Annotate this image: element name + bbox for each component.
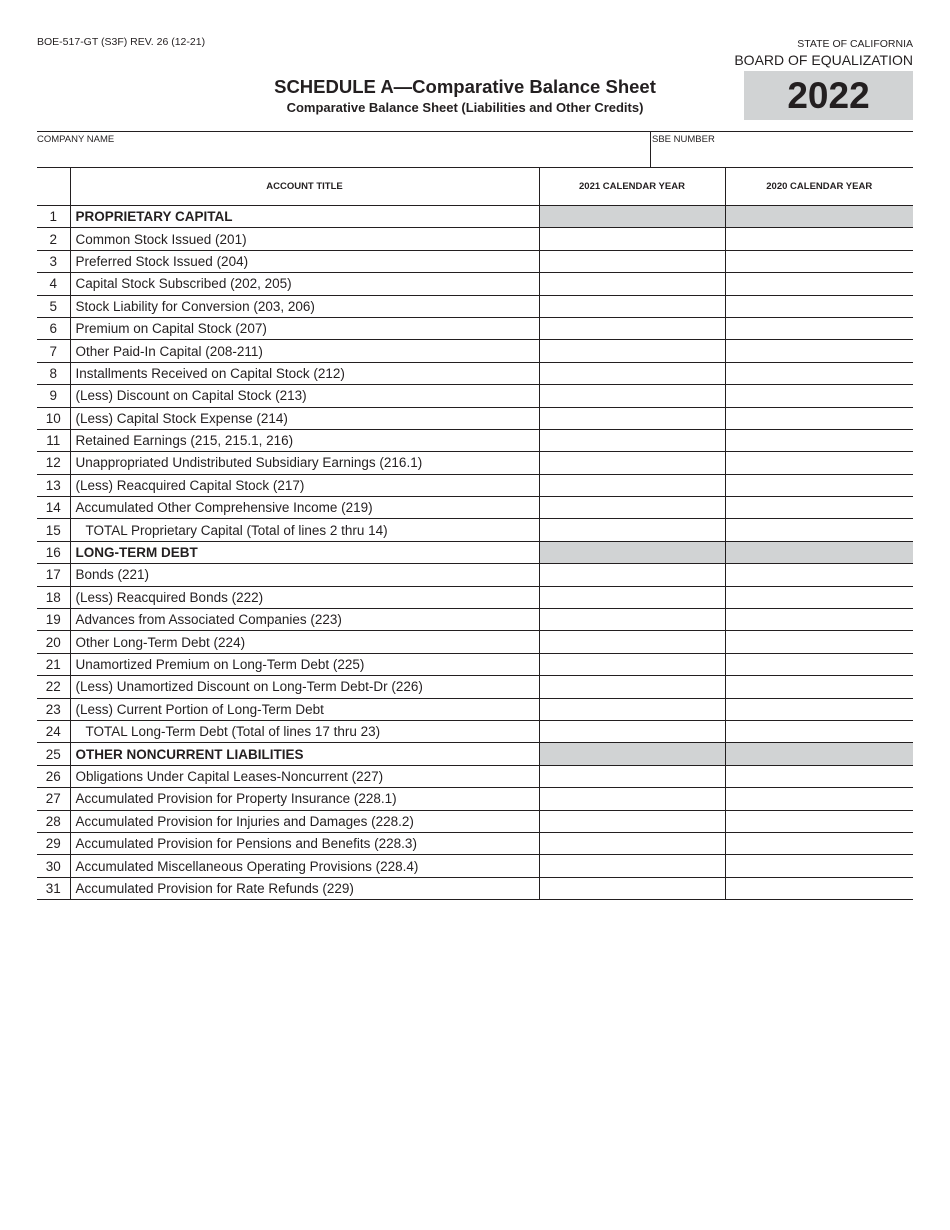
line-number: 13 xyxy=(37,474,70,496)
amount-2021-cell[interactable] xyxy=(539,698,725,720)
account-title: Accumulated Provision for Pensions and Benefits (228.3) xyxy=(70,832,539,854)
account-title: (Less) Reacquired Capital Stock (217) xyxy=(70,474,539,496)
account-title: Installments Received on Capital Stock (212) xyxy=(70,362,539,384)
amount-2021-cell[interactable] xyxy=(539,497,725,519)
account-title: Accumulated Provision for Property Insurance (228.1) xyxy=(70,788,539,810)
amount-2020-cell xyxy=(725,541,913,563)
table-row xyxy=(37,273,913,295)
amount-2020-cell[interactable] xyxy=(725,855,913,877)
line-number: 11 xyxy=(37,429,70,451)
state-name: STATE OF CALIFORNIA xyxy=(797,38,913,50)
amount-2021-cell[interactable] xyxy=(539,855,725,877)
account-title: Capital Stock Subscribed (202, 205) xyxy=(70,273,539,295)
line-number: 6 xyxy=(37,317,70,339)
account-title: Obligations Under Capital Leases-Noncurrent (227) xyxy=(70,765,539,787)
balance-sheet-table xyxy=(37,167,913,900)
account-title: TOTAL Proprietary Capital (Total of lines 2 thru 14) xyxy=(70,519,539,541)
amount-2020-cell[interactable] xyxy=(725,609,913,631)
amount-2021-cell[interactable] xyxy=(539,407,725,429)
line-number: 5 xyxy=(37,295,70,317)
amount-2021-cell[interactable] xyxy=(539,564,725,586)
line-number: 12 xyxy=(37,452,70,474)
form-id: BOE-517-GT (S3F) REV. 26 (12-21) xyxy=(37,36,206,48)
account-title: Premium on Capital Stock (207) xyxy=(70,317,539,339)
amount-2020-cell[interactable] xyxy=(725,810,913,832)
table-row xyxy=(37,295,913,317)
amount-2020-cell[interactable] xyxy=(725,452,913,474)
line-number: 4 xyxy=(37,273,70,295)
line-number: 20 xyxy=(37,631,70,653)
line-number: 25 xyxy=(37,743,70,765)
line-number: 8 xyxy=(37,362,70,384)
table-row xyxy=(37,340,913,362)
table-row xyxy=(37,877,913,899)
table-row xyxy=(37,452,913,474)
company-info-row xyxy=(37,131,913,168)
table-row xyxy=(37,474,913,496)
amount-2020-cell[interactable] xyxy=(725,385,913,407)
table-row xyxy=(37,586,913,608)
table-header-row xyxy=(37,168,913,206)
amount-2021-cell[interactable] xyxy=(539,295,725,317)
account-title: TOTAL Long-Term Debt (Total of lines 17 thru 23) xyxy=(70,720,539,742)
amount-2020-cell[interactable] xyxy=(725,653,913,675)
amount-2021-cell xyxy=(539,541,725,563)
amount-2021-cell[interactable] xyxy=(539,788,725,810)
amount-2021-cell[interactable] xyxy=(539,720,725,742)
table-row xyxy=(37,653,913,675)
amount-2021-cell[interactable] xyxy=(539,765,725,787)
line-number: 26 xyxy=(37,765,70,787)
company-name-label: COMPANY NAME xyxy=(37,134,115,145)
table-row xyxy=(37,250,913,272)
amount-2020-cell[interactable] xyxy=(725,362,913,384)
amount-2020-cell[interactable] xyxy=(725,273,913,295)
table-row xyxy=(37,810,913,832)
amount-2020-cell[interactable] xyxy=(725,698,913,720)
amount-2021-cell[interactable] xyxy=(539,452,725,474)
section-header-row xyxy=(37,541,913,563)
line-number: 3 xyxy=(37,250,70,272)
amount-2021-cell xyxy=(539,743,725,765)
amount-2021-cell[interactable] xyxy=(539,810,725,832)
line-number: 14 xyxy=(37,497,70,519)
amount-2021-cell[interactable] xyxy=(539,429,725,451)
table-row xyxy=(37,497,913,519)
line-number: 22 xyxy=(37,676,70,698)
account-title: Accumulated Miscellaneous Operating Provisions (228.4) xyxy=(70,855,539,877)
table-row xyxy=(37,698,913,720)
account-title: Unamortized Premium on Long-Term Debt (225) xyxy=(70,653,539,675)
account-title: (Less) Unamortized Discount on Long-Term Debt-Dr (226) xyxy=(70,676,539,698)
amount-2020-cell[interactable] xyxy=(725,765,913,787)
amount-2020-cell[interactable] xyxy=(725,474,913,496)
amount-2020-cell xyxy=(725,743,913,765)
amount-2021-cell[interactable] xyxy=(539,385,725,407)
amount-2020-cell[interactable] xyxy=(725,832,913,854)
line-number: 16 xyxy=(37,541,70,563)
account-title: Other Long-Term Debt (224) xyxy=(70,631,539,653)
field-divider xyxy=(650,132,651,168)
amount-2020-cell[interactable] xyxy=(725,676,913,698)
account-title: Accumulated Provision for Injuries and Damages (228.2) xyxy=(70,810,539,832)
tax-year-box: 2022 xyxy=(744,71,913,120)
table-row xyxy=(37,832,913,854)
line-number: 29 xyxy=(37,832,70,854)
line-number: 30 xyxy=(37,855,70,877)
table-row xyxy=(37,362,913,384)
amount-2020-cell[interactable] xyxy=(725,631,913,653)
line-number: 9 xyxy=(37,385,70,407)
amount-2021-cell[interactable] xyxy=(539,273,725,295)
account-title: (Less) Capital Stock Expense (214) xyxy=(70,407,539,429)
amount-2020-cell[interactable] xyxy=(725,295,913,317)
amount-2021-cell[interactable] xyxy=(539,877,725,899)
amount-2020-cell[interactable] xyxy=(725,788,913,810)
table-row xyxy=(37,631,913,653)
account-title: Preferred Stock Issued (204) xyxy=(70,250,539,272)
page-subtitle: Comparative Balance Sheet (Liabilities and Other Credits) xyxy=(286,100,644,115)
year-2021-header: 2021 CALENDAR YEAR xyxy=(539,168,725,206)
account-title: LONG-TERM DEBT xyxy=(70,541,539,563)
amount-2021-cell[interactable] xyxy=(539,317,725,339)
line-number: 23 xyxy=(37,698,70,720)
table-row xyxy=(37,855,913,877)
line-number: 27 xyxy=(37,788,70,810)
table-row xyxy=(37,788,913,810)
agency-name: BOARD OF EQUALIZATION xyxy=(734,52,913,68)
sbe-number-label: SBE NUMBER xyxy=(652,134,715,145)
line-number-header xyxy=(37,168,70,206)
account-title: (Less) Current Portion of Long-Term Debt xyxy=(70,698,539,720)
line-number: 31 xyxy=(37,877,70,899)
line-number: 21 xyxy=(37,653,70,675)
amount-2021-cell[interactable] xyxy=(539,250,725,272)
amount-2021-cell[interactable] xyxy=(539,228,725,250)
account-title: Bonds (221) xyxy=(70,564,539,586)
table-row xyxy=(37,385,913,407)
amount-2020-cell[interactable] xyxy=(725,250,913,272)
table-row xyxy=(37,429,913,451)
line-number: 1 xyxy=(37,206,70,228)
amount-2020-cell[interactable] xyxy=(725,497,913,519)
year-2020-header: 2020 CALENDAR YEAR xyxy=(725,168,913,206)
amount-2020-cell[interactable] xyxy=(725,877,913,899)
table-row xyxy=(37,228,913,250)
amount-2021-cell[interactable] xyxy=(539,362,725,384)
account-title: PROPRIETARY CAPITAL xyxy=(70,206,539,228)
amount-2021-cell[interactable] xyxy=(539,676,725,698)
amount-2020-cell[interactable] xyxy=(725,564,913,586)
amount-2021-cell[interactable] xyxy=(539,631,725,653)
line-number: 28 xyxy=(37,810,70,832)
account-title: Stock Liability for Conversion (203, 206) xyxy=(70,295,539,317)
table-row xyxy=(37,609,913,631)
amount-2020-cell[interactable] xyxy=(725,586,913,608)
amount-2021-cell[interactable] xyxy=(539,609,725,631)
table-row xyxy=(37,676,913,698)
amount-2021-cell xyxy=(539,206,725,228)
account-title: Advances from Associated Companies (223) xyxy=(70,609,539,631)
amount-2020-cell[interactable] xyxy=(725,228,913,250)
total-row xyxy=(37,519,913,541)
amount-2020-cell xyxy=(725,206,913,228)
amount-2020-cell[interactable] xyxy=(725,519,913,541)
account-title: (Less) Reacquired Bonds (222) xyxy=(70,586,539,608)
amount-2020-cell[interactable] xyxy=(725,317,913,339)
table-row xyxy=(37,407,913,429)
amount-2021-cell[interactable] xyxy=(539,340,725,362)
line-number: 2 xyxy=(37,228,70,250)
amount-2021-cell[interactable] xyxy=(539,474,725,496)
account-title: Other Paid-In Capital (208-211) xyxy=(70,340,539,362)
amount-2020-cell[interactable] xyxy=(725,720,913,742)
account-title: Accumulated Provision for Rate Refunds (229) xyxy=(70,877,539,899)
account-title: Accumulated Other Comprehensive Income (219) xyxy=(70,497,539,519)
line-number: 19 xyxy=(37,609,70,631)
table-row xyxy=(37,317,913,339)
line-number: 18 xyxy=(37,586,70,608)
amount-2020-cell[interactable] xyxy=(725,429,913,451)
amount-2021-cell[interactable] xyxy=(539,832,725,854)
table-row xyxy=(37,564,913,586)
section-header-row xyxy=(37,206,913,228)
line-number: 15 xyxy=(37,519,70,541)
account-title: Unappropriated Undistributed Subsidiary Earnings (216.1) xyxy=(70,452,539,474)
total-row xyxy=(37,720,913,742)
amount-2021-cell[interactable] xyxy=(539,586,725,608)
account-title: Common Stock Issued (201) xyxy=(70,228,539,250)
page-title: SCHEDULE A—Comparative Balance Sheet xyxy=(274,76,656,97)
line-number: 17 xyxy=(37,564,70,586)
line-number: 24 xyxy=(37,720,70,742)
account-title-header: ACCOUNT TITLE xyxy=(70,168,539,206)
line-number: 10 xyxy=(37,407,70,429)
line-number: 7 xyxy=(37,340,70,362)
amount-2020-cell[interactable] xyxy=(725,340,913,362)
amount-2021-cell[interactable] xyxy=(539,653,725,675)
table-row xyxy=(37,765,913,787)
account-title: Retained Earnings (215, 215.1, 216) xyxy=(70,429,539,451)
account-title: (Less) Discount on Capital Stock (213) xyxy=(70,385,539,407)
amount-2020-cell[interactable] xyxy=(725,407,913,429)
amount-2021-cell[interactable] xyxy=(539,519,725,541)
account-title: OTHER NONCURRENT LIABILITIES xyxy=(70,743,539,765)
section-header-row xyxy=(37,743,913,765)
